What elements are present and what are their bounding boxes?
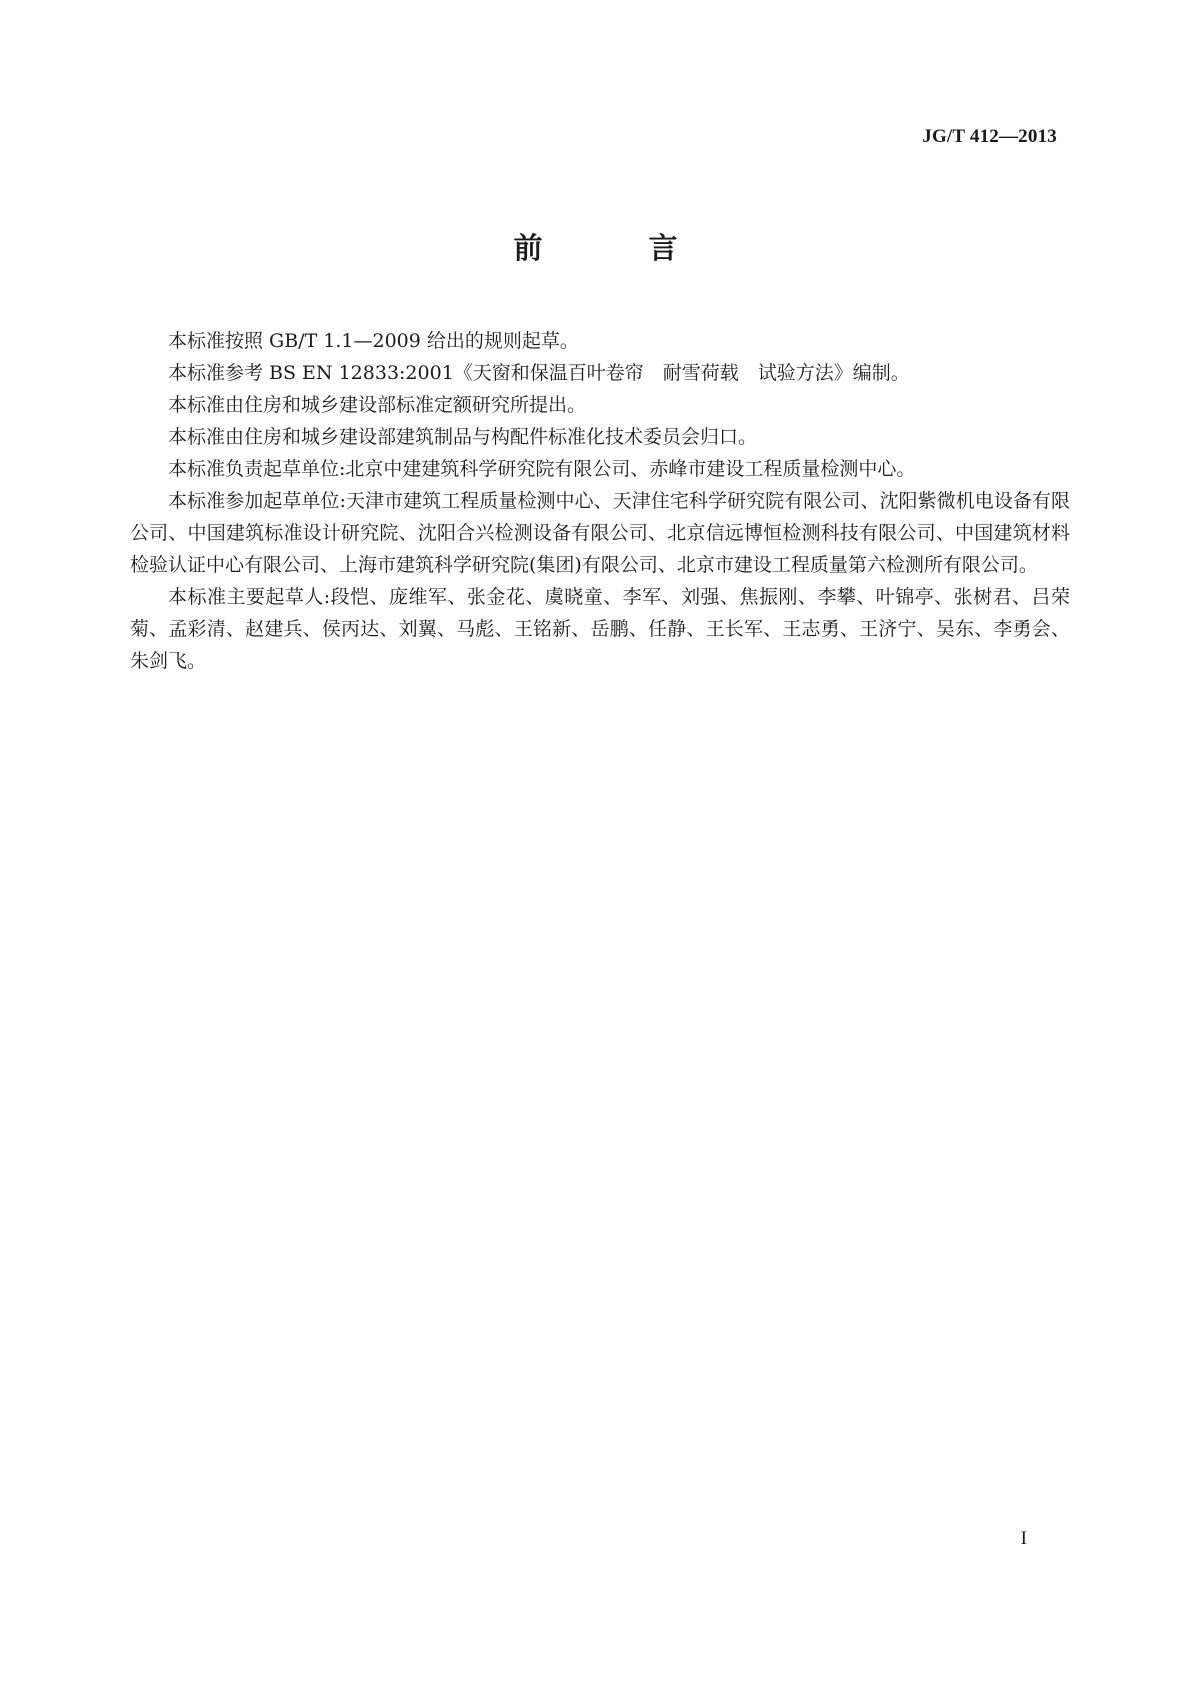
- paragraph-administrator: 本标准由住房和城乡建设部建筑制品与构配件标准化技术委员会归口。: [168, 426, 758, 448]
- paragraph-participating-drafters: 本标准参加起草单位:天津市建筑工程质量检测中心、天津住宅科学研究院有限公司、沈阳紫微机电设备有限公司、中国建筑标准设计研究院、沈阳合兴检测设备有限公司、北京信远博恒检测科技有限公司、中国建筑材料检验认证中心有限公司、上海市建筑科学研究院(集团)有限公司、北京市建设工程质量第六检测所有限公司。: [130, 490, 1070, 576]
- standard-code: JG/T 412—2013: [922, 126, 1057, 147]
- paragraph-drafting-rules: 本标准按照 GB/T 1.1—2009 给出的规则起草。: [168, 330, 579, 352]
- paragraph-proposer: 本标准由住房和城乡建设部标准定额研究所提出。: [168, 394, 587, 416]
- page-number: I: [1020, 1528, 1027, 1549]
- paragraph-reference-standard: 本标准参考 BS EN 12833:2001《天窗和保温百叶卷帘 耐雪荷载 试验方法》编制。: [168, 362, 910, 384]
- paragraph-main-drafters: 本标准主要起草人:段恺、庞维军、张金花、虞晓童、李军、刘强、焦振刚、李攀、叶锦亭、张树君、吕荣菊、孟彩清、赵建兵、侯丙达、刘翼、马彪、王铭新、岳鹏、任静、王长军、王志勇、王济宁、吴东、李勇会、朱剑飞。: [130, 586, 1070, 672]
- page-title: 前 言: [513, 231, 726, 265]
- foreword-body: [130, 325, 1070, 677]
- paragraph-responsible-drafters: 本标准负责起草单位:北京中建建筑科学研究院有限公司、赤峰市建设工程质量检测中心。: [168, 458, 916, 480]
